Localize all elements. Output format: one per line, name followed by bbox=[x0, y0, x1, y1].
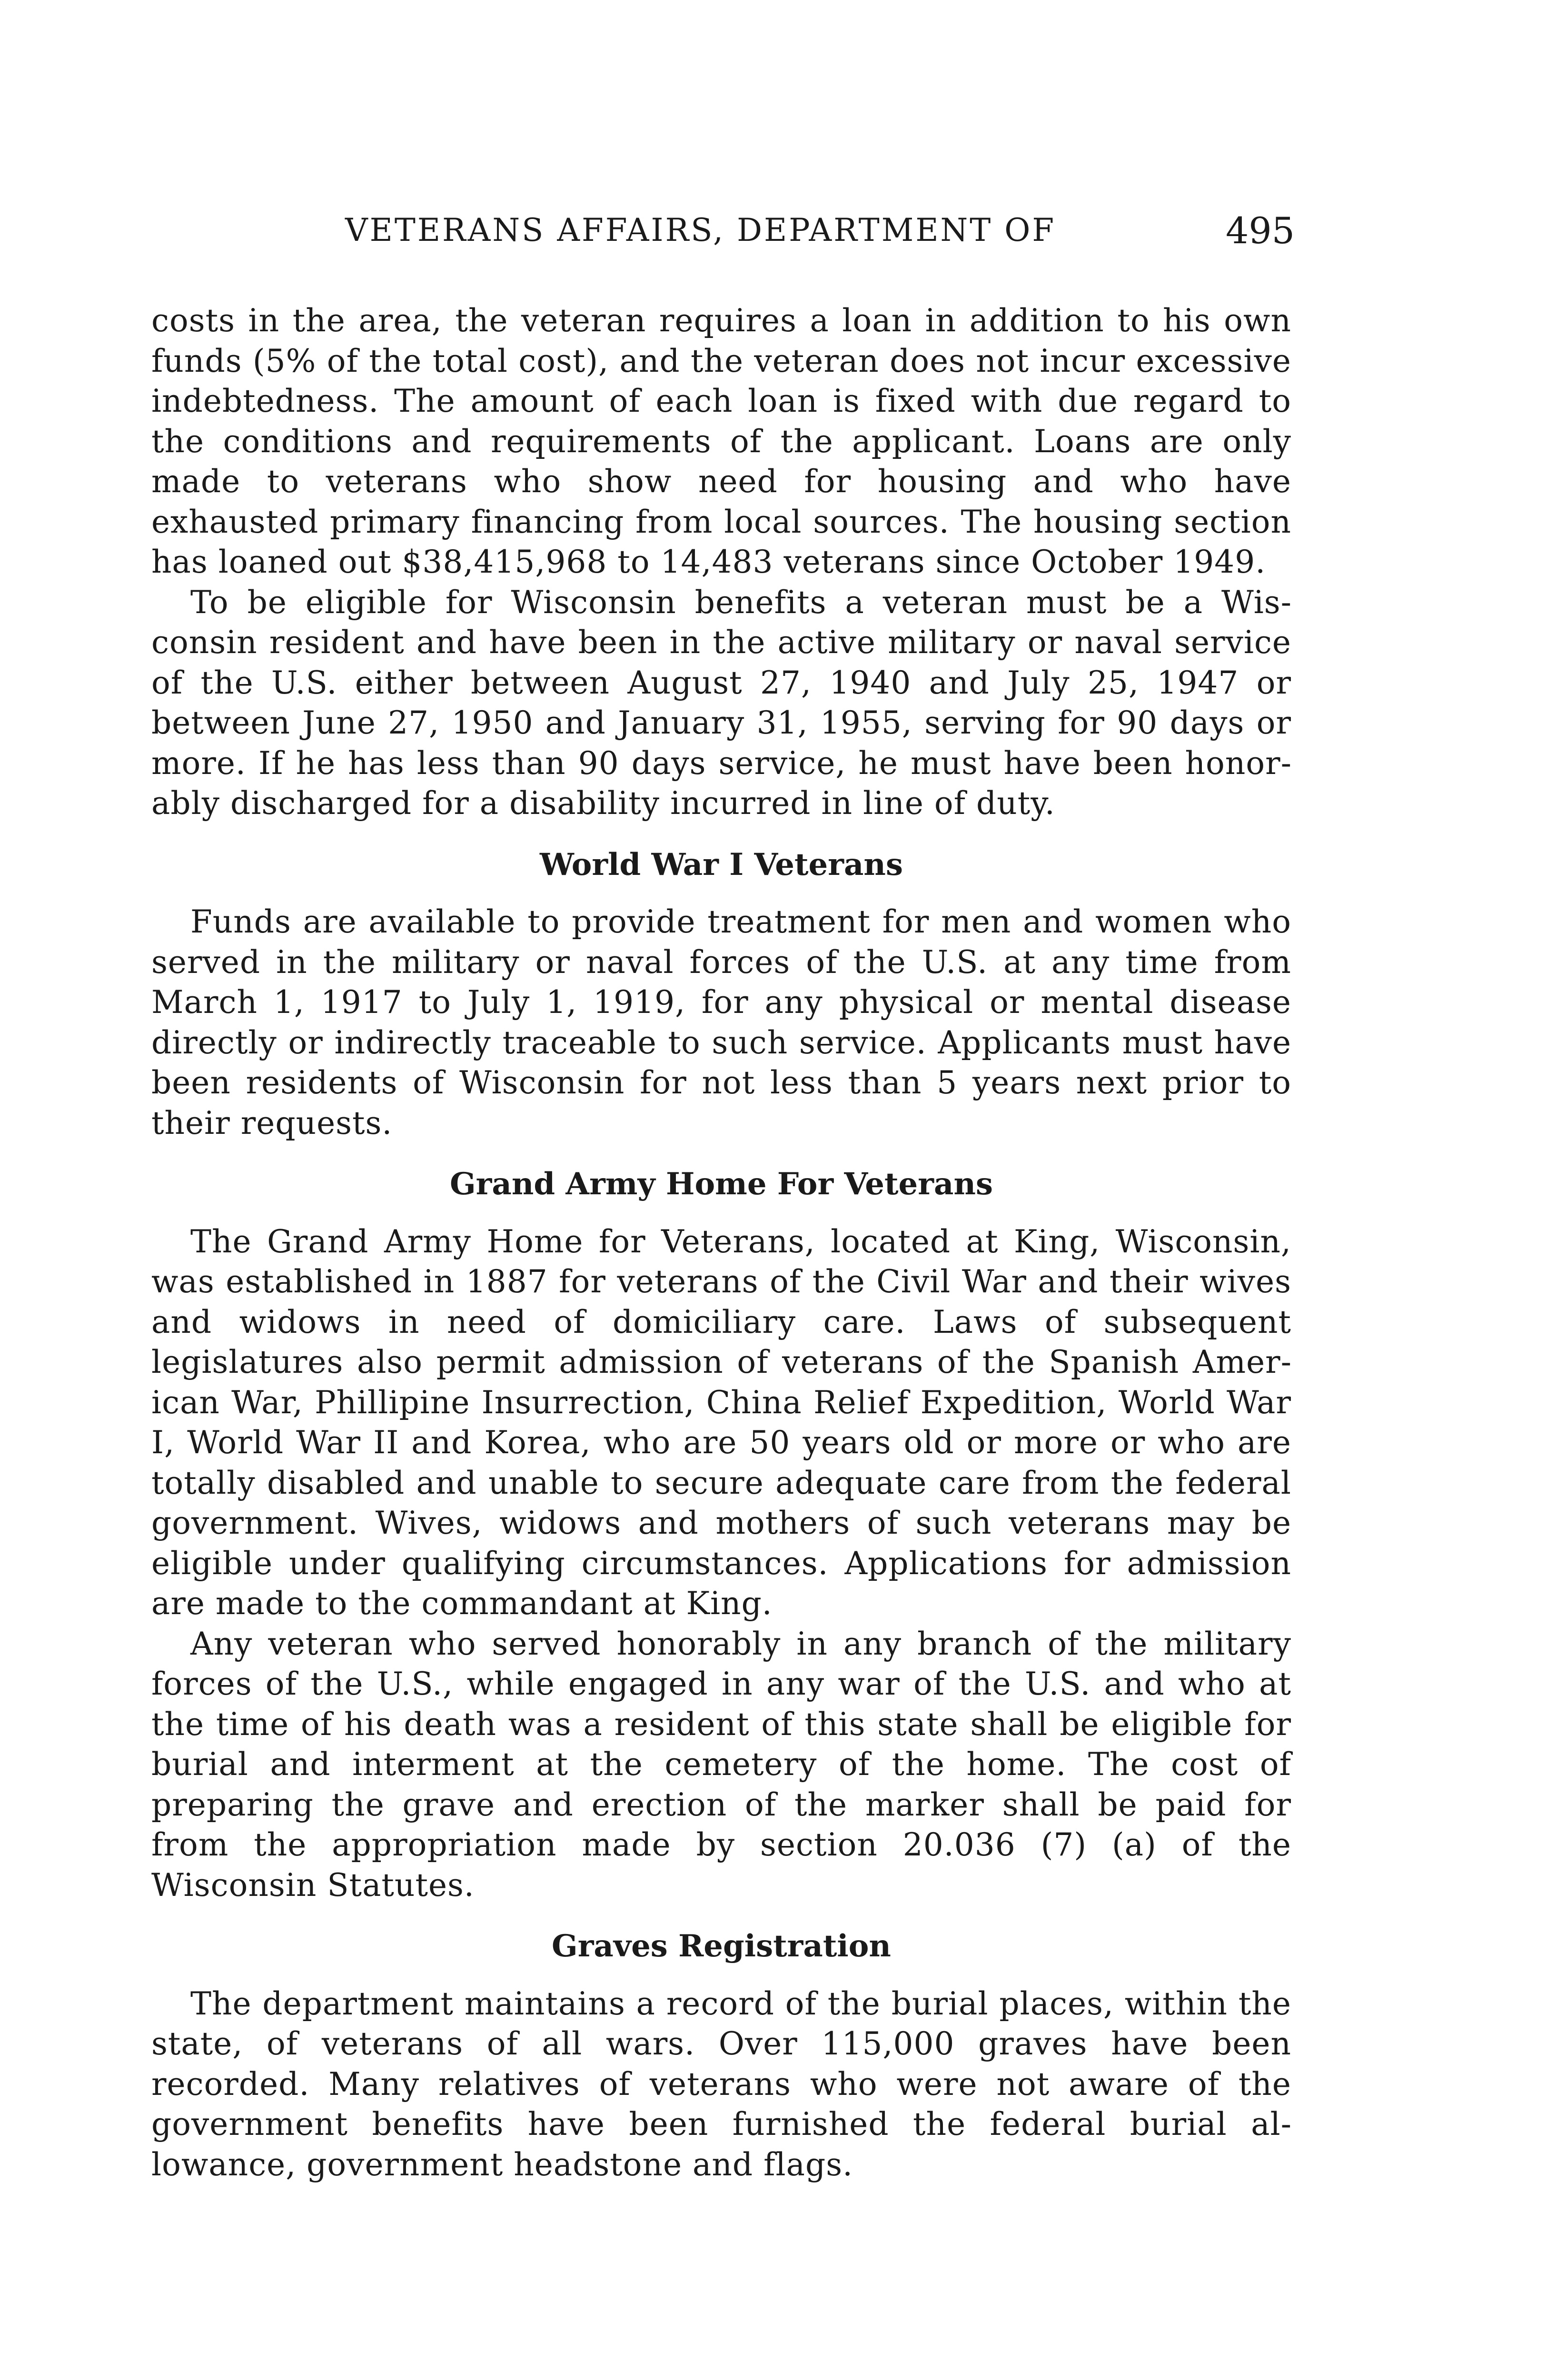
body-text bbox=[151, 301, 1291, 2185]
heading-grand-army-home: Grand Army Home For Veterans bbox=[450, 1166, 993, 1202]
heading-graves-registration: Graves Registration bbox=[552, 1928, 891, 1964]
page-number: 495 bbox=[1226, 209, 1295, 252]
paragraph-world-war-i-treatment: Funds are available to provide treatment for men and women who served in the military or naval forces of the U.S. at any time from March 1, 1917 to July 1, 1919, for any physical or mental disease directly or indirectly traceable to such service. Applicants must have been residents of Wisconsin for not less than 5 years next prior to their requests. bbox=[151, 903, 1291, 1141]
paragraph-graves-registration: The department maintains a record of the burial places, within the state, of veterans of all wars. Over 115,000 graves have been recorded. Many relatives of veterans who were not aware of the government benefits have been furnished the federal burial allowance, government headstone and flags. bbox=[151, 1985, 1291, 2183]
running-head: VETERANS AFFAIRS, DEPARTMENT OF bbox=[345, 212, 1056, 248]
paragraph-grand-army-home: The Grand Army Home for Veterans, located at King, Wisconsin, was established in 1887 for veterans of the Civil War and their wives and widows in need of domiciliary care. Laws of subsequent legislatures also permit admission of veterans of the Spanish American War, Phillipine Insurrection, China Relief Expedition, World War I, World War II and Korea, who are 50 years old or more or who are totally disabled and unable to secure adequate care from the federal government. Wives, widows and mothers of such veterans may be eligible under qualifying circumstances. Applications for admission are made to the commandant at King. bbox=[151, 1223, 1291, 1622]
paragraph-eligibility: To be eligible for Wisconsin benefits a veteran must be a Wisconsin resident and have been in the active military or naval service of the U.S. either between August 27, 1940 and July 25, 1947 or between June 27, 1950 and January 31, 1955, serving for 90 days or more. If he has less than 90 days service, he must have been honorably discharged for a disability incurred in line of duty. bbox=[151, 584, 1291, 822]
paragraph-housing-loans-continued: costs in the area, the veteran requires a loan in addition to his own funds (5% of the total cost), and the veteran does not incur excessive indebtedness. The amount of each loan is fixed with due regard to the conditions and requirements of the applicant. Loans are only made to veterans who show need for housing and who have exhausted primary financing from local sources. The housing section has loaned out $38,415,968 to 14,483 veterans since October 1949. bbox=[151, 302, 1291, 580]
paragraph-burial-eligibility: Any veteran who served honorably in any branch of the military forces of the U.S., while engaged in any war of the U.S. and who at the time of his death was a resident of this state shall be eligible for burial and interment at the cemetery of the home. The cost of preparing the grave and erection of the marker shall be paid for from the appropriation made by section 20.036 (7) (a) of the Wisconsin Statutes. bbox=[151, 1625, 1291, 1904]
heading-world-war-i-veterans: World War I Veterans bbox=[540, 846, 903, 883]
